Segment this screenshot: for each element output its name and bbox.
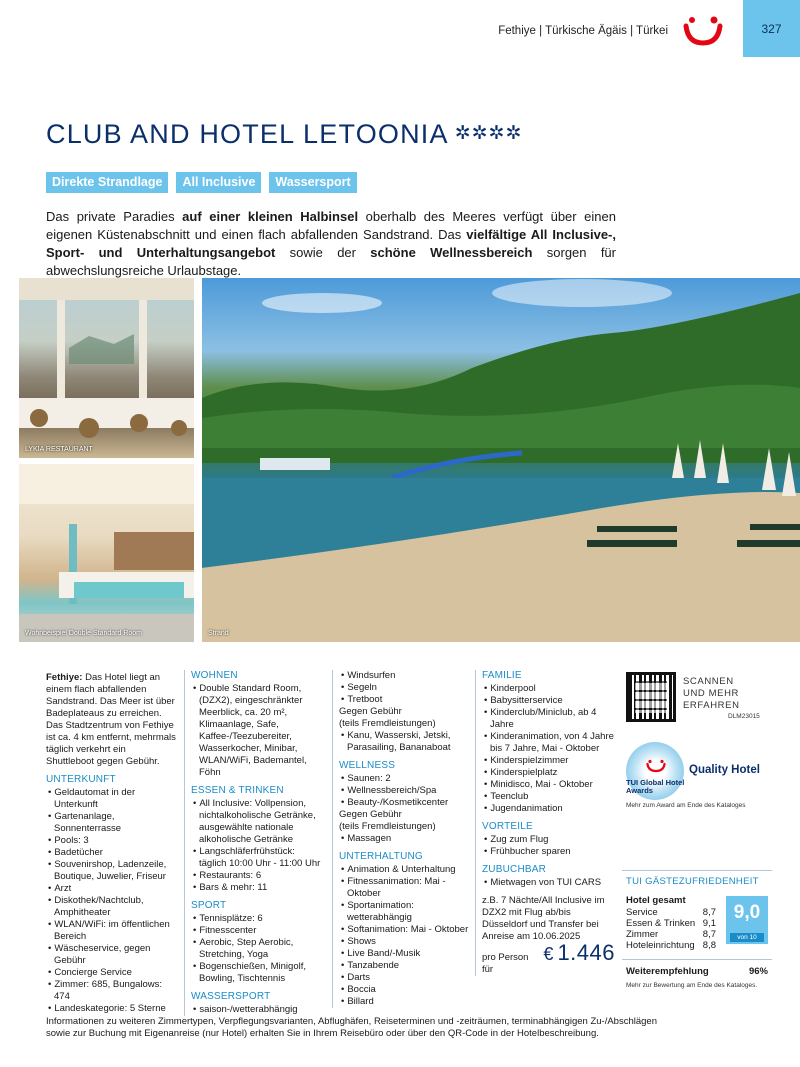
column-wellness [332, 670, 472, 1008]
qr-code[interactable] [626, 672, 676, 722]
list-item: • Kinderanimation, von 4 Jahre bis 7 Jahre, Mai - Oktober [482, 731, 615, 755]
list-item: • Concierge Service [46, 967, 176, 979]
list-item: • Wäscheservice, gegen Gebühr [46, 943, 176, 967]
star-rating: ✲✲✲✲ [454, 123, 523, 144]
scan-line-1: SCANNEN [683, 676, 734, 687]
section-title-wassersport: WASSERSPORT [191, 991, 271, 1002]
section-title-wohnen: WOHNEN [191, 670, 238, 681]
rating-row: Essen & Trinken 9,1 [626, 918, 716, 929]
list-item: • Minidisco, Mai - Oktober [482, 779, 615, 791]
section-title-essen: ESSEN & TRINKEN [191, 785, 284, 796]
list-item: • Kanu, Wasserski, Jetski, Parasailing, Bananaboat [339, 730, 472, 754]
list-item: • Arzt [46, 883, 176, 895]
recommend-label: Weiterempfehlung [626, 966, 709, 977]
tag-beach: Direkte Strandlage [46, 172, 168, 193]
rating-row: Hoteleinrichtung 8,8 [626, 940, 716, 951]
rating-title: TUI GÄSTEZUFRIEDENHEIT [626, 876, 759, 887]
list-item: • Wellnessbereich/Spa [339, 785, 472, 797]
score-scale: von 10 [730, 933, 764, 942]
fee-list [339, 730, 472, 754]
list-item: • Kinderspielzimmer [482, 755, 615, 767]
scan-line-2: UND MEHR [683, 688, 739, 699]
list-item: • Double Standard Room, (DZX2), eingeschränkter Meerblick, ca. 20 m², Klimaanlage, Safe, Kaffee-/Teezubereiter, Wasserkocher, Minibar, WLAN/WiFi, Bademantel, Föhn [191, 683, 324, 779]
list-item: • Segeln [339, 682, 472, 694]
tui-smile-logo-icon [646, 759, 666, 773]
tui-smile-logo-icon [683, 14, 723, 48]
section-title-zubuchbar: ZUBUCHBAR [482, 864, 547, 875]
section-title-unterkunft: UNTERKUNFT [46, 774, 116, 785]
list-item: • Tennisplätze: 6 [191, 913, 324, 925]
catalog-code: DLM23015 [728, 713, 760, 720]
footer-note: Informationen zu weiteren Zimmertypen, Verpflegungsvarianten, Abflughäfen, Reiseterminen und -zeiträumen, terminabhängigen Zu-/Abschlägen sowie zur Buchung mit Eigenanreise (nur Hotel) erhalten Sie in Ihrem Reisebüro oder über den QR-Code in der Hotelbeschreibung. [46, 1016, 657, 1039]
list-item: • Billard [339, 996, 472, 1008]
section-title-unterhaltung: UNTERHALTUNG [339, 851, 423, 862]
wellness-fee-label: Gegen Gebühr [339, 809, 402, 820]
list-item: • Tanzabende [339, 960, 472, 972]
feature-tags [46, 172, 357, 193]
list-item: • Diskothek/Nachtclub, Amphitheater [46, 895, 176, 919]
column-familie [475, 670, 615, 976]
list-item: • Aerobic, Step Aerobic, Stretching, Yoga [191, 937, 324, 961]
list-item: • Massagen [339, 833, 472, 845]
list-item: • Badetücher [46, 847, 176, 859]
list-item: • Boccia [339, 984, 472, 996]
list-item: • Kinderspielplatz [482, 767, 615, 779]
list-item: • Saunen: 2 [339, 773, 472, 785]
rating-row: Service 8,7 [626, 907, 716, 918]
room-caption: Wohnbeispiel Double Standard Room [25, 630, 142, 637]
list-item: • Fitnesscenter [191, 925, 324, 937]
list-item: • Bars & mehr: 11 [191, 882, 324, 894]
hotel-name: CLUB AND HOTEL LETOONIA [46, 119, 449, 149]
list-item: • Animation & Unterhaltung [339, 864, 472, 876]
unterhaltung-list [339, 864, 472, 1008]
award-note: Mehr zum Award am Ende des Kataloges [626, 802, 746, 809]
list-item: • Frühbucher sparen [482, 846, 615, 858]
intro-paragraph: Das private Paradies auf einer kleinen Halbinsel oberhalb des Meeres verfügt über einen eigenen Küstenabschnitt und einen flach abfallenden Sandstrand. Das vielfältige All Inclusive-, Sport- und Unterhaltungsangebot sowie der schöne Wellnessbereich sorgen für abwechslungsreiche Urlaubstage. [46, 209, 616, 278]
list-item: • Mietwagen von TUI CARS [482, 877, 615, 889]
list-item: • Tretboot [339, 694, 472, 706]
section-title-vorteile: VORTEILE [482, 821, 533, 832]
recommendation [622, 959, 772, 977]
header-location: Fethiye | Türkische Ägäis | Türkei [498, 25, 668, 37]
wassersport-more-list [339, 670, 472, 706]
list-item: • saison-/wetterabhängig [191, 1004, 324, 1016]
tag-all-inclusive: All Inclusive [176, 172, 261, 193]
vorteile-list [482, 834, 615, 858]
rating-panel [622, 870, 772, 977]
list-item: • Geldautomat in der Unterkunft [46, 787, 176, 811]
zubuchbar-list [482, 877, 615, 889]
list-item: • Darts [339, 972, 472, 984]
rating-head: Hotel gesamt [626, 895, 686, 906]
list-item: • Beauty-/Kosmetikcenter [339, 797, 472, 809]
price-currency: € [543, 944, 554, 964]
beach-caption: Strand [208, 630, 229, 637]
price-value: 1.446 [557, 940, 615, 965]
list-item: • WLAN/WiFi: im öffentlichen Bereich [46, 919, 176, 943]
unterkunft-list [46, 787, 176, 1015]
wassersport-list [191, 1004, 324, 1016]
list-item: • Fitnessanimation: Mai - Oktober [339, 876, 472, 900]
list-item: • Live Band/-Musik [339, 948, 472, 960]
recommend-value: 96% [748, 966, 768, 977]
list-item: • Langschläferfrühstück: täglich 10:00 Uhr - 11:00 Uhr [191, 846, 324, 870]
beach-photo [202, 278, 800, 642]
column-wohnen [184, 670, 324, 1016]
list-item: • Restaurants: 6 [191, 870, 324, 882]
list-item: • Zimmer: 685, Bungalows: 474 [46, 979, 176, 1003]
section-title-wellness: WELLNESS [339, 760, 396, 771]
list-item: • Sportanimation: wetterabhängig [339, 900, 472, 924]
rating-note: Mehr zur Bewertung am Ende des Kataloges. [626, 982, 758, 989]
scan-text [683, 676, 740, 712]
room-photo [19, 464, 194, 642]
wohnen-list [191, 683, 324, 779]
tag-watersport: Wassersport [269, 172, 356, 193]
wellness-list [339, 773, 472, 809]
familie-list [482, 683, 615, 815]
column-location [46, 672, 176, 1015]
list-item: • Windsurfen [339, 670, 472, 682]
wellness-fee-list [339, 833, 472, 845]
list-item: • All Inclusive: Vollpension, nichtalkoholische Getränke, ausgewählte nationale alkoholische Getränke [191, 798, 324, 846]
section-title-sport: SPORT [191, 900, 227, 911]
award-text: TUI Global Hotel Awards [626, 778, 685, 795]
sport-list [191, 913, 324, 985]
score-box [726, 896, 768, 944]
hotel-title [46, 119, 522, 150]
list-item: • Landeskategorie: 5 Sterne [46, 1003, 176, 1015]
restaurant-caption: LYKIA RESTAURANT [25, 446, 93, 453]
list-item: • Pools: 3 [46, 835, 176, 847]
wellness-fee-note: (teils Fremdleistungen) [339, 821, 436, 832]
scan-line-3: ERFAHREN [683, 700, 740, 711]
price [482, 940, 615, 976]
fee-label: Gegen Gebühr [339, 706, 402, 717]
list-item: • Jugendanimation [482, 803, 615, 815]
list-item: • Shows [339, 936, 472, 948]
price-label: pro Person für [482, 952, 529, 975]
list-item: • Zug zum Flug [482, 834, 615, 846]
page-number: 327 [743, 0, 800, 57]
list-item: • Softanimation: Mai - Oktober [339, 924, 472, 936]
list-item: • Bogenschießen, Minigolf, Bowling, Tischtennis [191, 961, 324, 985]
list-item: • Souvenirshop, Ladenzeile, Boutique, Juwelier, Friseur [46, 859, 176, 883]
section-title-familie: FAMILIE [482, 670, 522, 681]
award-title: Quality Hotel [689, 764, 760, 776]
list-item: • Kinderclub/Miniclub, ab 4 Jahre [482, 707, 615, 731]
fee-note: (teils Fremdleistungen) [339, 718, 436, 729]
list-item: • Babysitterservice [482, 695, 615, 707]
rating-row: Zimmer 8,7 [626, 929, 716, 940]
location-text: Fethiye: Das Hotel liegt an einem flach abfallenden Sandstrand. Das Meer ist über Badeplateaus zu erreichen. Das Stadtzentrum von Fethiye ist ca. 4 km entfernt, mehrmals täglich verkehrt ein Shuttleboot gegen Gebühr. [46, 672, 176, 767]
offer-text: z.B. 7 Nächte/All Inclusive im DZX2 mit Flug ab/bis Düsseldorf und Transfer bei Anreise am 10.06.2025 [482, 895, 605, 942]
restaurant-photo [19, 278, 194, 458]
essen-list [191, 798, 324, 894]
list-item: • Teenclub [482, 791, 615, 803]
score-value: 9,0 [733, 902, 761, 923]
list-item: • Kinderpool [482, 683, 615, 695]
list-item: • Gartenanlage, Sonnenterrasse [46, 811, 176, 835]
